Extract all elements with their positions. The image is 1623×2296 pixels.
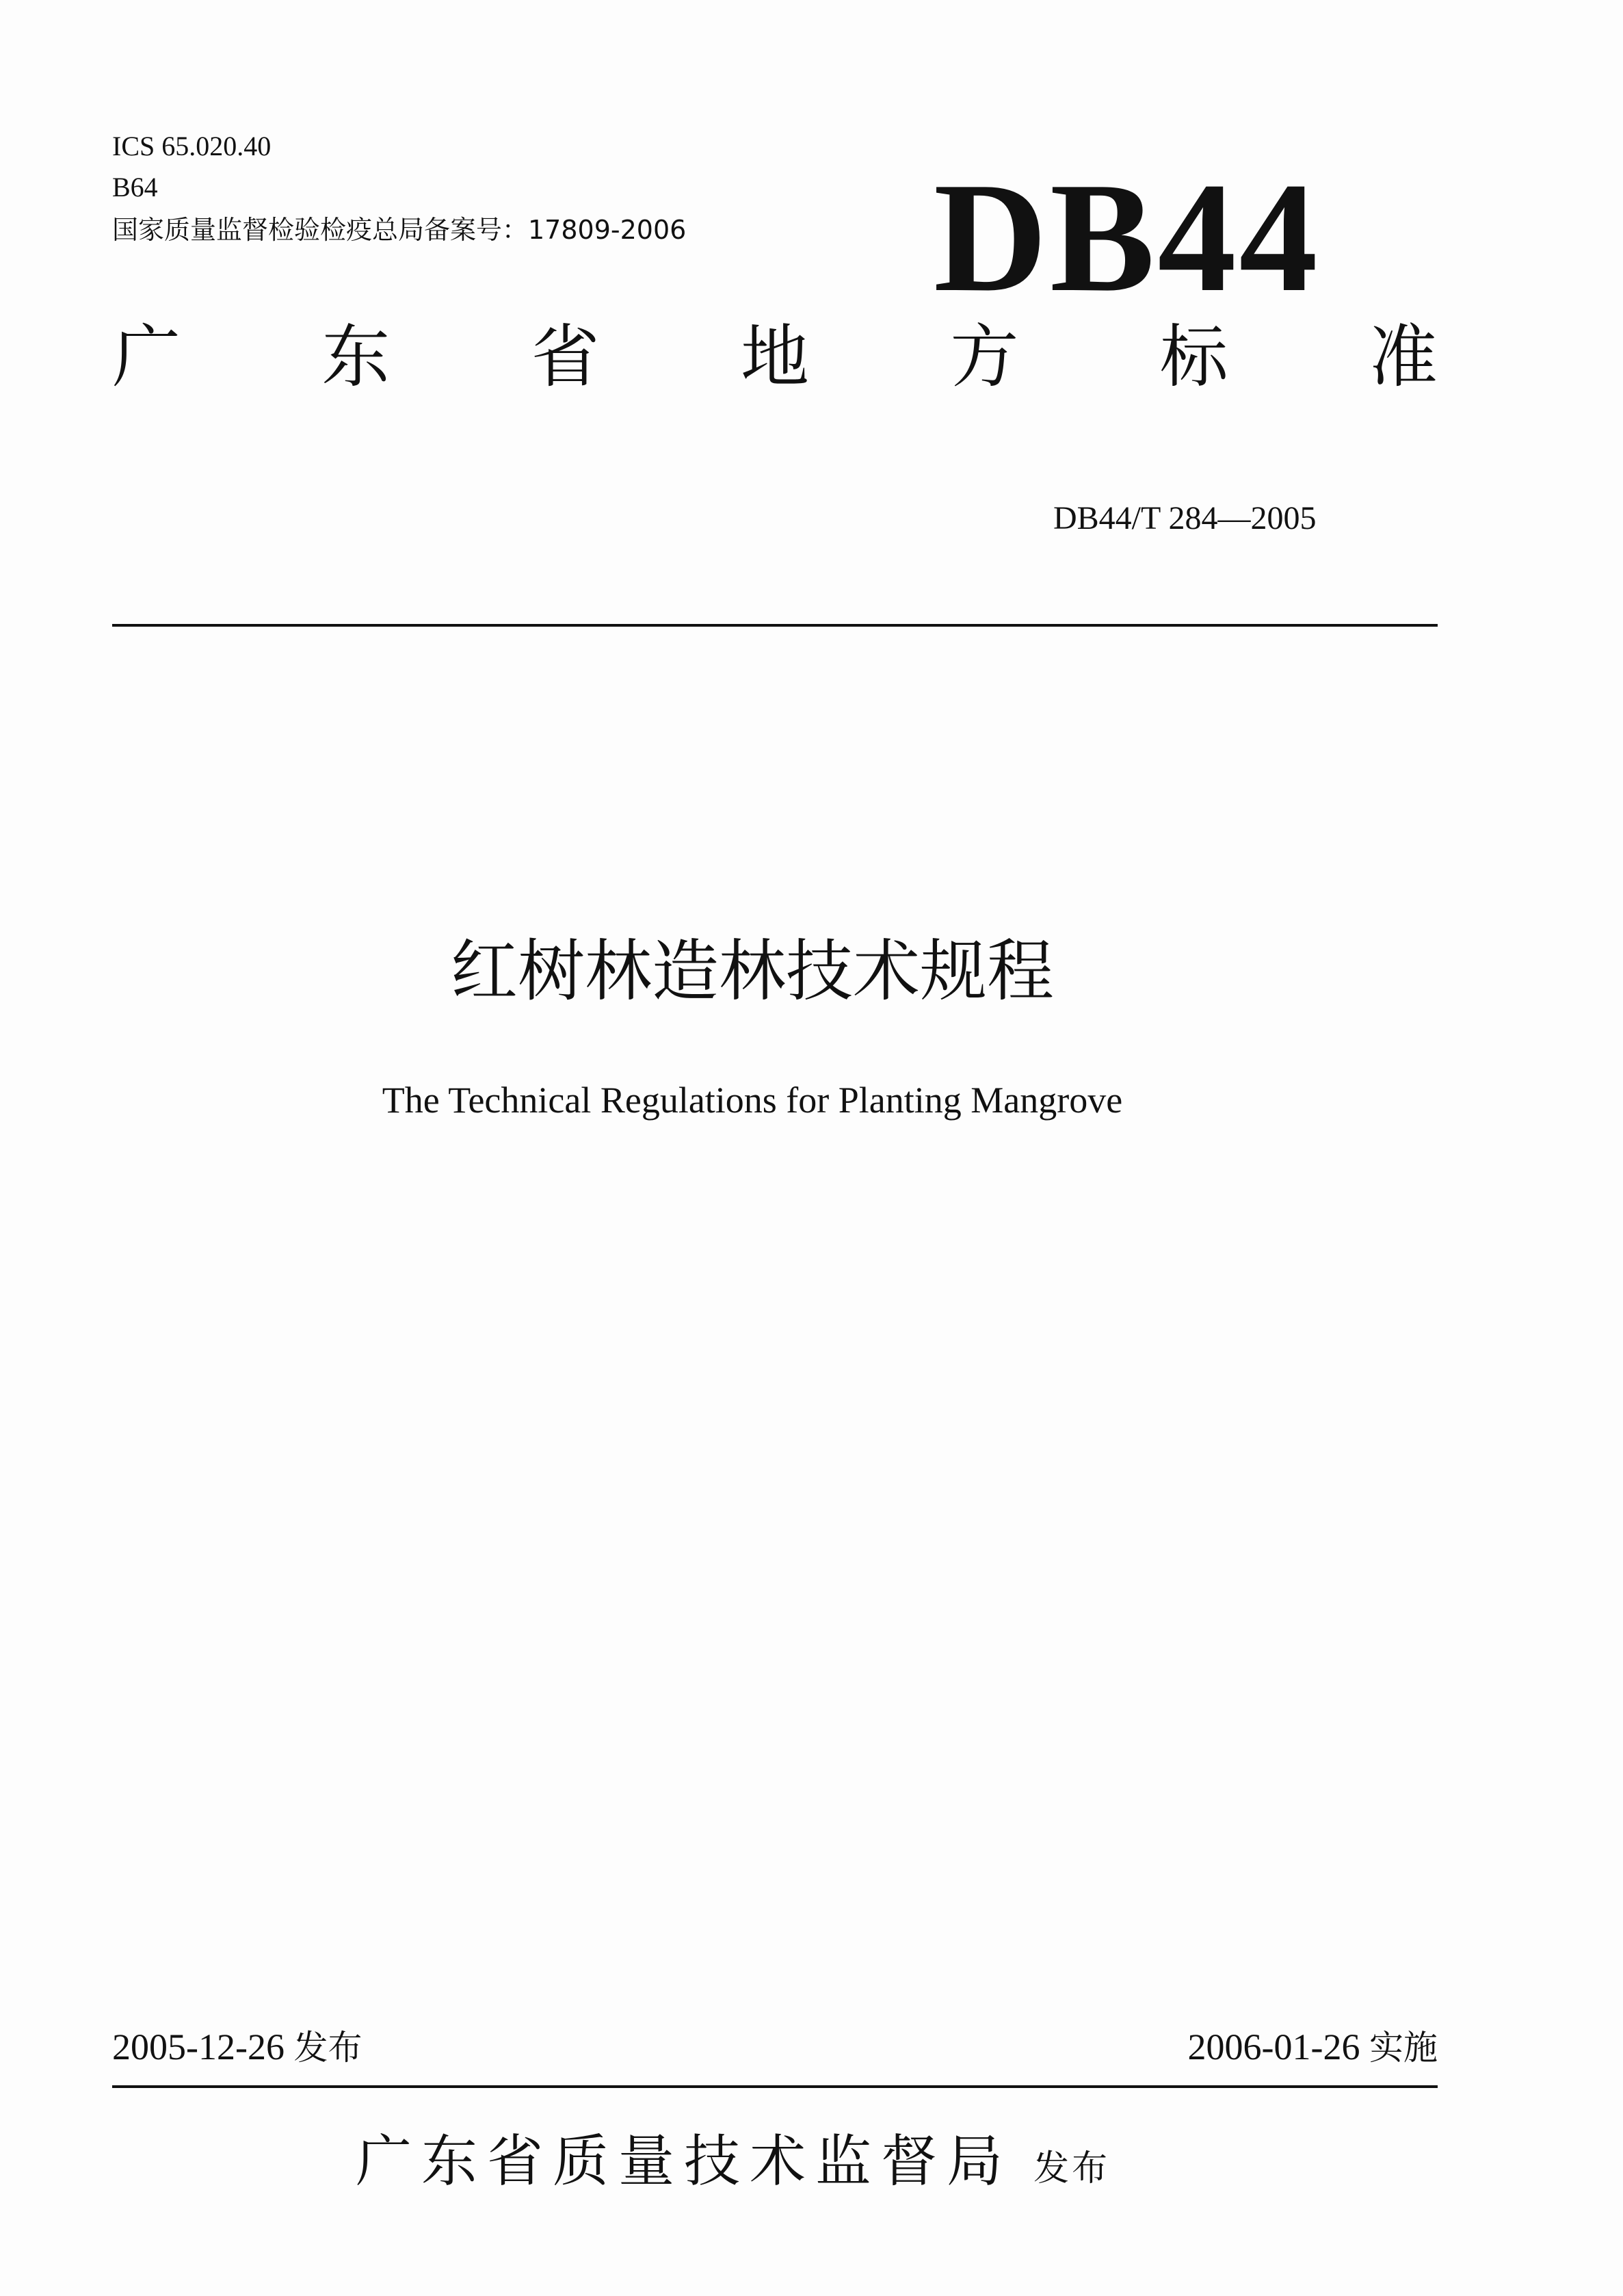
issue-date-label: 发布 xyxy=(293,2028,362,2067)
issuer-line xyxy=(356,2128,1110,2203)
standard-type-char: 东 xyxy=(321,317,391,397)
issuer-name: 广东省质量技术监督局 xyxy=(356,2129,1013,2194)
effective-date-label: 实施 xyxy=(1369,2028,1438,2067)
standard-type-char: 广 xyxy=(112,317,181,397)
header-divider xyxy=(112,624,1438,627)
db44-logo: DB44 xyxy=(934,150,1321,324)
effective-date-value: 2006-01-26 xyxy=(1187,2026,1360,2067)
standard-type-char: 标 xyxy=(1159,317,1228,397)
standard-code: DB44/T 284—2005 xyxy=(1053,500,1317,536)
standard-type-char: 准 xyxy=(1369,317,1438,397)
chinese-title: 红树林造林技术规程 xyxy=(450,932,1054,1010)
issue-date xyxy=(112,2025,362,2070)
standard-type-char: 地 xyxy=(740,317,809,397)
footer-divider xyxy=(112,2085,1438,2088)
standard-type-title xyxy=(112,316,1438,398)
category-code: B64 xyxy=(112,172,158,203)
issuer-verb: 发布 xyxy=(1033,2148,1111,2189)
filing-number: 国家质量监督检验检疫总局备案号：17809-2006 xyxy=(112,215,687,245)
effective-date xyxy=(1188,2025,1438,2070)
standard-type-char: 省 xyxy=(531,317,600,397)
issue-date-value: 2005-12-26 xyxy=(112,2026,285,2067)
standard-type-char: 方 xyxy=(950,317,1019,397)
english-title: The Technical Regulations for Planting Mangrove xyxy=(382,1080,1123,1121)
ics-code: ICS 65.020.40 xyxy=(112,131,272,161)
